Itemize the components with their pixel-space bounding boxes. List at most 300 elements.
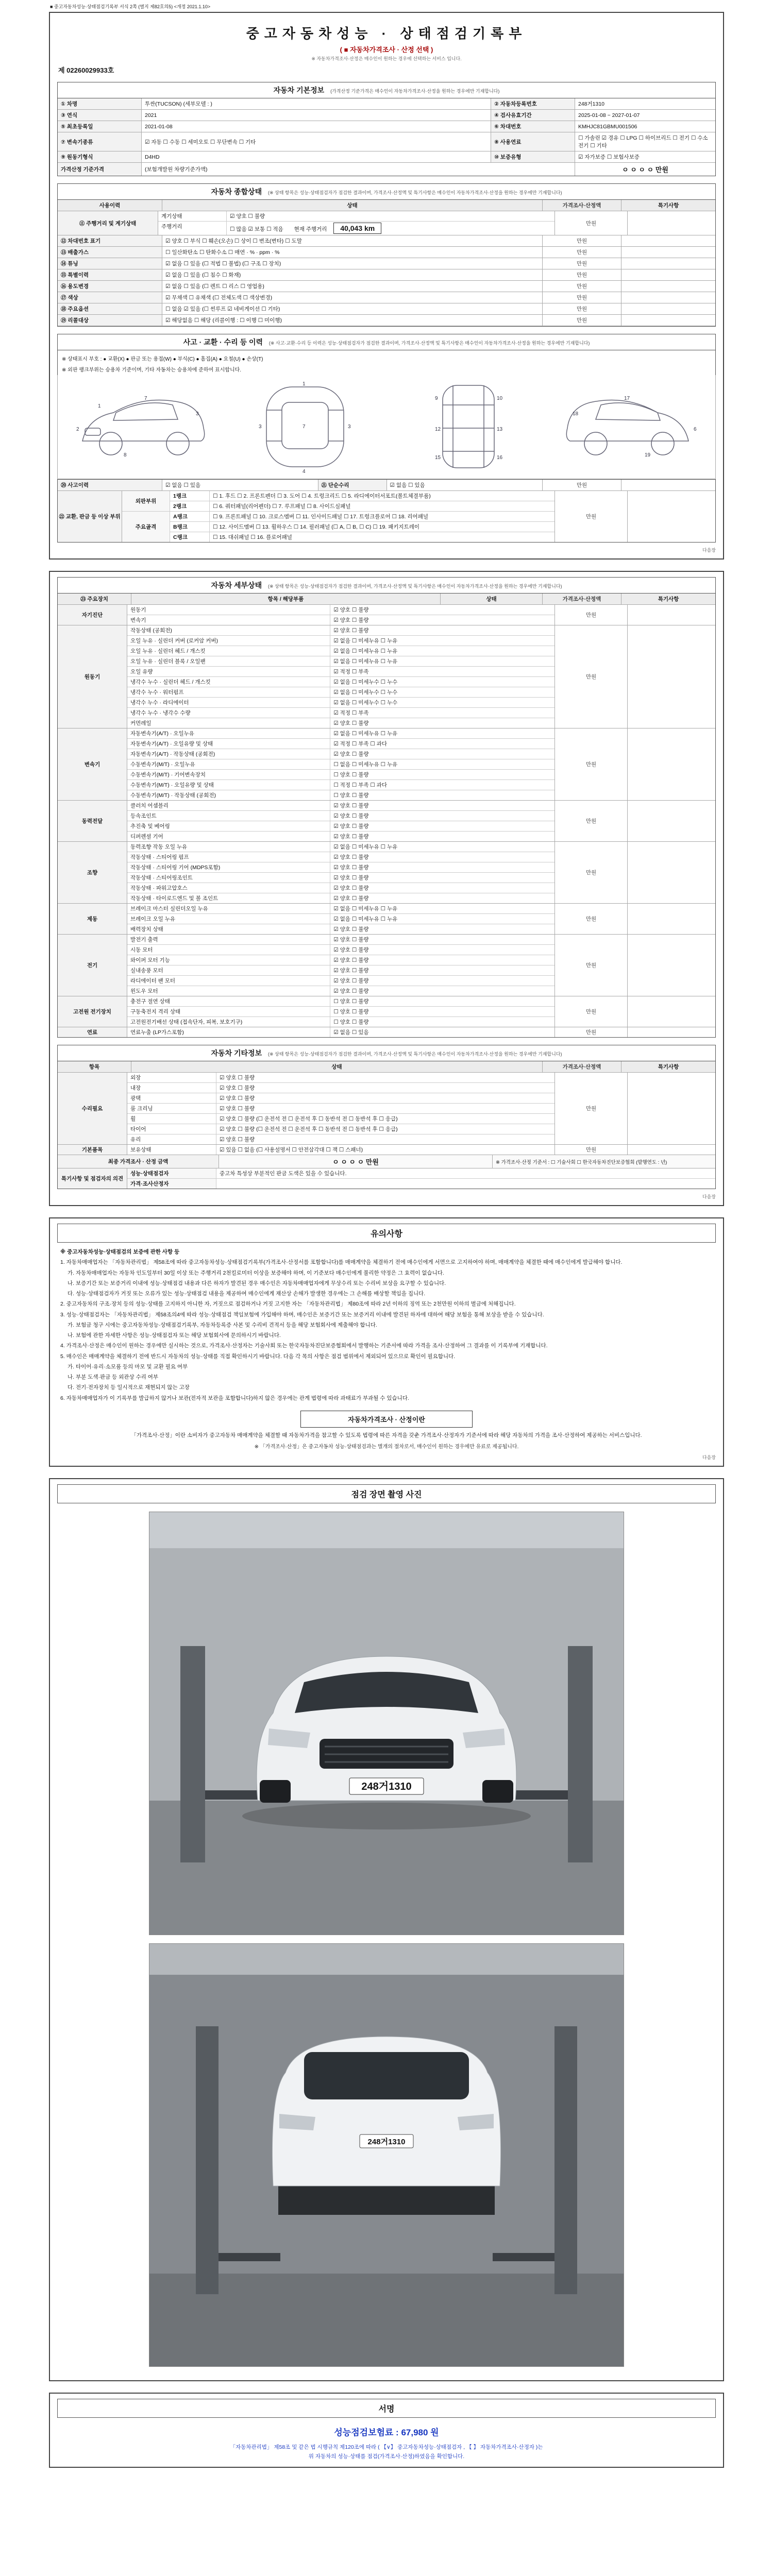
other-item-state: ☑ 양호 ☐ 불량: [220, 1137, 255, 1143]
other-item-state: ☑ 있음 ☐ 없음 (☐ 사용설명서 ☐ 안전삼각대 ☐ 잭 ☐ 스패너): [220, 1147, 363, 1153]
notice-item: 다. 전기·전자장치 등 일시적으로 재현되지 않는 고장: [68, 1384, 190, 1391]
opinion-row: 성능·상태점검자 중고차 특성상 부분적인 판금 도색은 있을 수 있습니다.: [127, 1168, 715, 1179]
detail-item-label: 배력장치 상태: [127, 924, 330, 934]
summary-label: ⑯ 용도변경: [58, 281, 162, 292]
detail-item-state: ☑ 없음 ☐ 미세누유 ☐ 누유: [333, 844, 398, 850]
comprehensive-table: [57, 199, 716, 327]
other-item-state: ☑ 양호 ☐ 불량: [220, 1095, 255, 1101]
note-cell: [621, 281, 715, 292]
detail-item-state: ☑ 양호 ☐ 불량: [333, 875, 369, 881]
detail-item-label: 디퍼렌셜 기어: [127, 832, 330, 841]
summary-label: ⑫ 차대번호 표기: [58, 235, 162, 246]
accident-history-state: ☑ 없음 ☐ 있음: [162, 480, 318, 490]
detail-item-label: 와이퍼 모터 기능: [127, 955, 330, 965]
summary-price: 만원: [543, 281, 621, 292]
note-cell: [627, 728, 715, 800]
detail-table: [57, 593, 716, 1038]
accident-history-label: ⑳ 사고이력: [58, 480, 162, 490]
detail-group-brake: 제동 브레이크 마스터 실린더오일 누유 ☑ 없음 ☐ 미세누유 ☐ 누유 브레이크 오일 누유 ☑ 없음 ☐ 미세누유 ☐ 누유 배력장치 상태 ☑ 양호 ☐ 불량 만원: [58, 904, 715, 935]
summary-state: ☑ 양호 ☐ 부식 ☐ 훼손(오손) ☐ 상이 ☐ 변조(변타) ☐ 도말: [162, 235, 543, 246]
table-header-row: ㉓ 주요장치 항목 / 해당부품 상태 가격조사·산정액 특기사항: [58, 594, 715, 605]
detail-item-label: 동력조향 작동 오일 누유: [127, 842, 330, 852]
other-row: [127, 1134, 554, 1144]
other-item-label: 룸 크리닝: [127, 1104, 216, 1113]
final-price-value: ㅇ ㅇ ㅇ ㅇ 만원: [219, 1155, 493, 1168]
other-item-label: 타이어: [127, 1124, 216, 1134]
detail-item-label: 냉각수 누수 · 워터펌프: [127, 687, 330, 697]
summary-row: [58, 247, 715, 258]
detail-item-label: 시동 모터: [127, 945, 330, 955]
detail-item-label: 자동변속기(A/T) · 작동상태 (공회전): [127, 749, 330, 759]
detail-item-state: ☐ 양호 ☐ 불량: [333, 1009, 369, 1015]
accident-header: 사고 · 교환 · 수리 등 이력 (※ 사고·교환·수리 등 이력은 성능·상태점검자가 점검한 결과이며, 가격조사·산정액 및 특기사항은 매수인이 자동차가격조사·산정을 원하는 경우에만 기재합니다): [57, 334, 716, 350]
summary-label: ⑱ 주요옵션: [58, 303, 162, 314]
detail-item-state: ☑ 양호 ☐ 불량: [333, 865, 369, 871]
summary-price: 만원: [543, 235, 621, 246]
detail-item-state: ☑ 없음 ☐ 미세누수 ☐ 누수: [333, 689, 398, 696]
notice-item: 2. 중고자동차의 구조·장치 등의 성능·상태를 고지하지 아니한 자, 거짓으로 점검하거나 거짓 고지한 자는 「자동차관리법」 제80조에 따라 2년 이하의 징역 또는 2천만원 이하의 벌금에 처해집니다.: [60, 1301, 516, 1308]
note-cell: [621, 235, 715, 246]
detail-item-label: 오일 누유 · 실린더 블록 / 오일팬: [127, 656, 330, 666]
note-cell: [627, 491, 715, 542]
table-header-row: 항목 상태 가격조사·산정액 특기사항: [58, 1061, 715, 1073]
inspector-opinion-text: 중고차 특성상 부분적인 판금 도색은 있을 수 있습니다.: [220, 1171, 347, 1177]
current-mileage-label: 현재 주행거리: [294, 226, 327, 232]
detail-row: [127, 842, 554, 852]
other-row: [127, 1083, 554, 1093]
summary-label: ⑭ 튜닝: [58, 258, 162, 269]
detail-item-state: ☑ 없음 ☐ 미세누유 ☐ 누유: [333, 658, 398, 665]
base-price-note: (보험개발원 차량기준가액): [142, 163, 575, 176]
basic-items-group: 기본품목 보유상태 ☑ 있음 ☐ 없음 (☐ 사용설명서 ☐ 안전삼각대 ☐ 잭 ☐ 스패너) 만원: [58, 1145, 715, 1155]
detail-row: [127, 965, 554, 976]
rank-legend: ※ 외판 랭크부위는 승용차 기준이며, 기타 자동차는 승용차에 준하여 표시합니다.: [62, 367, 242, 373]
detail-note: (※ 상태 항목은 성능·상태점검자가 점검한 결과이며, 가격조사·산정액 및 특기사항은 매수인이 자동차가격조사·산정을 원하는 경우에만 기재합니다): [267, 584, 562, 589]
notice-subtitle: ※ 중고자동차성능·상태점검의 보증에 관한 사항 등: [60, 1249, 180, 1255]
detail-item-label: 냉각수 누수 · 실린더 헤드 / 개스킷: [127, 677, 330, 687]
final-price-label: 최종 가격조사 · 산정 금액: [58, 1155, 219, 1168]
detail-row: [127, 935, 554, 945]
detail-row: [127, 914, 554, 924]
detail-item-label: 작동상태 · 타이로드엔드 및 볼 조인트: [127, 893, 330, 903]
photos-title: 점검 장면 촬영 사진: [57, 1484, 716, 1503]
detail-row: [127, 1027, 554, 1037]
table-header-row: 사용이력 상태 가격조사·산정액 특기사항: [58, 200, 715, 211]
svg-text:10: 10: [496, 396, 502, 401]
summary-price: 만원: [543, 315, 621, 326]
detail-row: [127, 832, 554, 841]
detail-row: [127, 821, 554, 832]
notice-item: 나. 보증기간 또는 보증거리 이내에 성능·상태점검 내용과 다른 하자가 발견된 경우 매수인은 자동차매매업자에게 무상수리 또는 수리비 보상을 요구할 수 있습니다.: [68, 1280, 446, 1286]
current-mileage-value: 40,043 km: [333, 223, 381, 234]
detail-item-state: ☑ 없음 ☐ 미세누수 ☐ 누수: [333, 679, 398, 685]
detail-item-state: ☑ 없음 ☐ 미세누유 ☐ 누유: [333, 906, 398, 912]
next-page-label: 다음장: [702, 1194, 716, 1199]
summary-row: [58, 235, 715, 247]
summary-state: ☑ 무채색 ☐ 유채색 (☐ 전체도색 ☐ 색상변경): [162, 292, 543, 303]
detail-item-label: 원동기: [127, 605, 330, 615]
detail-row: [127, 945, 554, 955]
detail-row: [127, 883, 554, 893]
final-price-row: [58, 1155, 715, 1168]
car-diagrams: [57, 375, 716, 479]
notice-item: 3. 성능·상태점검자는 「자동차관리법」 제58조의4에 따라 성능·상태점검 책임보험에 가입해야 하며, 매수인은 보증기간 또는 보증거리 이내에 발견된 하자에 대하여 해당 보험을 통해 보상을 받을 수 있습니다.: [60, 1311, 544, 1318]
detail-item-label: 충전구 절연 상태: [127, 996, 330, 1006]
summary-price: 만원: [543, 247, 621, 258]
price-appraisal-box-text: 「가격조사·산정」이란 소비자가 중고자동차 매매계약을 체결할 때 자동차가격을 참고할 수 있도록 법령에 따른 자격을 갖춘 가격조사·산정자가 기준서에 따라 해당 자동차의 가격을 조사·산정하여 제공하는 서비스입니다.: [131, 1432, 642, 1438]
detail-group-selfdiag: 자기진단 원동기 ☑ 양호 ☐ 불량 변속기 ☑ 양호 ☐ 불량 만원: [58, 605, 715, 625]
simple-repair-state: ☑ 없음 ☐ 있음: [387, 480, 543, 490]
detail-item-label: 작동상태 · 스티어링 기어 (MDPS포함): [127, 862, 330, 872]
detail-item-state: ☐ 양호 ☐ 불량: [333, 1019, 369, 1025]
inspection-insurance-fee: 성능점검보험료 : 67,980 원: [334, 2427, 439, 2437]
car-diagram-rear: [557, 379, 707, 474]
exchange-label: ㉒ 교환, 판금 등 이상 부위: [58, 491, 122, 542]
other-row: [127, 1104, 554, 1114]
detail-item-label: 커먼레일: [127, 718, 330, 728]
other-item-state: ☑ 양호 ☐ 불량 (☐ 운전석 전 ☐ 운전석 후 ☐ 동반석 전 ☐ 동반석 후 ☐ 응급): [220, 1116, 398, 1122]
other-item-label: 휠: [127, 1114, 216, 1124]
detail-item-state: ☑ 없음 ☐ 미세누수 ☐ 누수: [333, 700, 398, 706]
form-row: ⑤ 최초등록일 2021-01-08 ⑥ 차대번호 KMHJC81GBMU001506: [58, 121, 715, 132]
price-appraisal-box-title: 자동차가격조사 · 산정이란: [300, 1411, 473, 1428]
detail-item-state: ☑ 양호 ☐ 불량: [333, 803, 369, 809]
rank-row: B랭크 ☐ 12. 사이드멤버 ☐ 13. 휠하우스 ☐ 14. 필러패널 (☐ A, ☐ B, ☐ C) ☐ 19. 패키지트레이: [170, 522, 554, 532]
detail-row: [127, 986, 554, 996]
summary-price: 만원: [543, 258, 621, 269]
form-row: ⑨ 원동기형식 D4HD ⑩ 보증유형 ☑ 자가보증 ☐ 보험사보증: [58, 151, 715, 163]
svg-text:13: 13: [496, 427, 502, 432]
detail-item-label: 실내송풍 모터: [127, 965, 330, 975]
detail-item-state: ☑ 양호 ☐ 불량: [333, 968, 369, 974]
outer-panel-group: 외판부위 1랭크 ☐ 1. 후드 ☐ 2. 프론트펜더 ☐ 3. 도어 ☐ 4. 트렁크리드 ☐ 5. 라디에이터서포트(볼트체결부품) 2랭크 ☐ 6. 쿼터패널(리어펜더) ☐ 7. 루프패널 ☐ 8. 사이드실패널: [122, 491, 554, 512]
detail-row: [127, 873, 554, 883]
summary-state: ☑ 해당없음 ☐ 해당 (리콜이행 : ☐ 이행 ☐ 미이행): [162, 315, 543, 326]
detail-item-state: ☑ 적정 ☐ 부족 ☐ 과다: [333, 741, 388, 747]
summary-state: ☑ 없음 ☐ 있음 (☐ 렌트 ☐ 리스 ☐ 영업용): [162, 281, 543, 292]
detail-item-label: 추진축 및 베어링: [127, 821, 330, 831]
note-cell: [627, 1027, 715, 1037]
page1-sheet: [49, 12, 724, 560]
detail-item-label: 수동변속기(M/T) · 기어변속장치: [127, 770, 330, 779]
base-price-label: 가격산정 기준가격: [58, 163, 142, 176]
detail-row: [127, 677, 554, 687]
detail-item-state: ☑ 양호 ☐ 불량: [333, 751, 369, 757]
detail-item-state: ☑ 없음 ☐ 미세누유 ☐ 누유: [333, 648, 398, 654]
summary-label: ⑲ 리콜대상: [58, 315, 162, 326]
accident-note: (※ 사고·교환·수리 등 이력은 성능·상태점검자가 점검한 결과이며, 가격조사·산정액 및 특기사항은 매수인이 자동차가격조사·산정을 원하는 경우에만 기재합니다): [268, 341, 590, 346]
detail-item-state: ☑ 양호 ☐ 불량: [333, 926, 369, 933]
opinion-block: 특기사항 및 점검자의 의견 성능·상태점검자 중고차 특성상 부분적인 판금 도색은 있을 수 있습니다. 가격·조사산정자: [58, 1168, 715, 1189]
other-info-table: [57, 1061, 716, 1189]
inspection-photo-front: [149, 1512, 624, 1935]
note-cell: [621, 269, 715, 280]
detail-group-powertrain: 동력전달 클러치 어셈블리 ☑ 양호 ☐ 불량 등속조인트 ☑ 양호 ☐ 불량 추진축 및 베어링 ☑ 양호 ☐ 불량 디퍼렌셜 기어 ☑ 양호 ☐ 불량 만원: [58, 801, 715, 842]
summary-price: 만원: [543, 303, 621, 314]
detail-row: [127, 625, 554, 636]
summary-label: ⑬ 배출가스: [58, 247, 162, 258]
price-option-subtitle: ( ■ 자동차가격조사 · 산정 선택 ): [340, 46, 433, 54]
detail-group-electrical: 전기 발전기 출력 ☑ 양호 ☐ 불량 시동 모터 ☑ 양호 ☐ 불량 와이퍼 모터 기능 ☑ 양호 ☐ 불량 실내송풍 모터 ☑ 양호 ☐ 불량 라디에이터 팬 모터 ☑ 양호 ☐ 불량 윈도우 모터 ☑ 양호 ☐ 불량 만원: [58, 935, 715, 996]
notice-item: 5. 매수인은 매매계약을 체결하기 전에 반드시 자동차의 성능·상태를 직접 확인하시기 바랍니다. 다음 각 목의 사항은 점검 범위에서 제외되어 있으므로 확인이 필요합니다.: [60, 1353, 456, 1360]
accident-legend: [57, 350, 716, 375]
detail-header: 자동차 세부상태 (※ 상태 항목은 성능·상태점검자가 점검한 결과이며, 가격조사·산정액 및 특기사항은 매수인이 자동차가격조사·산정을 원하는 경우에만 기재합니다): [57, 577, 716, 593]
detail-row: [127, 852, 554, 862]
detail-item-state: ☑ 양호 ☐ 불량: [333, 885, 369, 891]
other-item-label: 광택: [127, 1093, 216, 1103]
notice-item: 4. 가격조사·산정은 매수인이 원하는 경우에만 실시하는 것으로, 가격조사·산정자는 기술사회 또는 한국자동차진단보증협회에서 발행하는 기준서에 따라 가격을 조사·산정하여 그 결과를 이 기록부에 기재합니다.: [60, 1343, 548, 1349]
other-item-label: 내장: [127, 1083, 216, 1093]
svg-text:1: 1: [302, 381, 306, 387]
other-info-note: (※ 상태 항목은 성능·상태점검자가 점검한 결과이며, 가격조사·산정액 및 특기사항은 매수인이 자동차가격조사·산정을 원하는 경우에만 기재합니다): [267, 1052, 562, 1057]
detail-item-state: ☑ 양호 ☐ 불량: [333, 957, 369, 963]
rank-row: 1랭크 ☐ 1. 후드 ☐ 2. 프론트펜더 ☐ 3. 도어 ☐ 4. 트렁크리드 ☐ 5. 라디에이터서포트(볼트체결부품): [170, 491, 554, 501]
detail-group-fuel: 연료 연료누출 (LP가스포함) ☑ 없음 ☐ 있음 만원: [58, 1027, 715, 1037]
detail-item-state: ☑ 없음 ☐ 미세누유 ☐ 누유: [333, 731, 398, 737]
svg-text:4: 4: [302, 469, 306, 474]
detail-item-state: ☑ 양호 ☐ 불량: [333, 617, 369, 623]
svg-text:16: 16: [496, 455, 502, 461]
detail-row: [127, 780, 554, 790]
detail-row: [127, 996, 554, 1007]
svg-text:248거1310: 248거1310: [361, 1781, 412, 1792]
detail-item-label: 냉각수 누수 · 냉각수 수량: [127, 708, 330, 718]
svg-text:2: 2: [76, 427, 79, 432]
detail-item-state: ☑ 양호 ☐ 불량: [333, 834, 369, 840]
detail-row: [127, 646, 554, 656]
other-item-state: ☑ 양호 ☐ 불량: [220, 1106, 255, 1112]
basic-info-table: [57, 98, 716, 176]
detail-item-label: 수동변속기(M/T) · 작동상태 (공회전): [127, 790, 330, 800]
accident-table: [57, 479, 716, 543]
price-option-note: ※ 자동차가격조사·산정은 매수인이 원하는 경우에 선택하는 서비스 입니다.: [311, 56, 462, 61]
photos-sheet: [49, 1478, 724, 2381]
opinion-row: 가격·조사산정자: [127, 1179, 715, 1189]
detail-row: [127, 759, 554, 770]
summary-state: ☐ 없음 ☑ 있음 (☐ 썬루프 ☑ 네비게이션 ☐ 기타): [162, 303, 543, 314]
form-row: ① 차명 투싼(TUCSON) (세부모델 : ) ② 자동차등록번호 248거1310: [58, 98, 715, 110]
other-row: [127, 1114, 554, 1124]
rank-row: C랭크 ☐ 15. 대쉬패널 ☐ 16. 플로어패널: [170, 532, 554, 542]
note-cell: [627, 1145, 715, 1155]
notice-item: 나. 부분 도색·판금 등 외관상 수리 여부: [68, 1374, 159, 1381]
main-frame-group: 주요골격 A랭크 ☐ 9. 프론트패널 ☐ 10. 크로스멤버 ☐ 11. 인사이드패널 ☐ 17. 트렁크플로어 ☐ 18. 리어패널 B랭크 ☐ 12. 사이드멤버 ☐ 13. 휠하우스 ☐ 14. 필러패널 (☐ A, ☐ B, ☐ C) ☐ 19. 패키지트레이 C랭크 ☐ 15. 대쉬패널 ☐ 16. 플로어패널: [122, 512, 554, 542]
detail-item-state: ☐ 양호 ☐ 불량: [333, 792, 369, 799]
note-cell: [627, 935, 715, 996]
document-page: [49, 0, 724, 2468]
summary-label: ⑮ 특별이력: [58, 269, 162, 280]
detail-item-state: ☐ 양호 ☐ 불량: [333, 772, 369, 778]
other-item-state: ☑ 양호 ☐ 불량: [220, 1075, 255, 1081]
detail-row: [127, 667, 554, 677]
detail-item-state: ☑ 양호 ☐ 불량: [333, 607, 369, 613]
svg-text:248거1310: 248거1310: [367, 2137, 406, 2146]
notice-item: 다. 성능·상태점검자가 거짓 또는 오류가 있는 성능·상태점검 내용을 제공하여 매수인에게 재산상 손해가 발생한 경우에는 그 손해를 배상할 책임을 집니다.: [68, 1291, 426, 1297]
detail-item-state: ☑ 양호 ☐ 불량: [333, 988, 369, 994]
svg-text:7: 7: [302, 424, 306, 430]
summary-price: 만원: [543, 269, 621, 280]
form-row: ③ 연식 2021 ④ 검사유효기간 2025-01-08 ~ 2027-01-07: [58, 110, 715, 121]
detail-item-state: ☑ 없음 ☐ 있음: [333, 1029, 369, 1036]
detail-row: [127, 708, 554, 718]
detail-item-label: 작동상태 · 스티어링조인트: [127, 873, 330, 883]
notice-list: [57, 1258, 716, 1402]
signature-title: 서명: [57, 2399, 716, 2418]
svg-text:9: 9: [434, 396, 438, 401]
detail-item-state: ☑ 적정 ☐ 부족: [333, 669, 369, 675]
detail-item-state: ☑ 양호 ☐ 불량: [333, 720, 369, 726]
inspection-photo-rear: [149, 1943, 624, 2367]
detail-item-label: 작동상태 · 파워고압호스: [127, 883, 330, 893]
detail-item-label: 냉각수 누수 · 라디에이터: [127, 698, 330, 707]
note-cell: [627, 842, 715, 903]
note-cell: [627, 996, 715, 1027]
detail-row: [127, 605, 554, 615]
detail-item-label: 작동상태 (공회전): [127, 625, 330, 635]
basic-info-header: 자동차 기본정보 (가격산정 기준가격은 매수인이 자동차가격조사·산정을 원하는 경우에만 기재합니다): [57, 82, 716, 98]
final-price-note: ※ 가격조사·산정 기준서 : ☐ 기술사회 ☐ 한국자동차진단보증협회 (발행연도 : 년): [496, 1159, 667, 1165]
svg-text:1: 1: [97, 403, 101, 409]
mileage-row: ⑪ 주행거리 및 계기상태 계기상태 ☑ 양호 ☐ 불량 주행거리 ☐ 많음 ☑ 보통 ☐ 적음 현재 주행거리 40,043 km 만원: [58, 211, 715, 235]
detail-item-state: ☐ 적정 ☐ 부족 ☐ 과다: [333, 782, 388, 788]
detail-item-state: ☑ 없음 ☐ 미세누유 ☐ 누유: [333, 916, 398, 922]
rank-row: A랭크 ☐ 9. 프론트패널 ☐ 10. 크로스멤버 ☐ 11. 인사이드패널 ☐ 17. 트렁크플로어 ☐ 18. 리어패널: [170, 512, 554, 522]
detail-item-label: 오일 누유 · 실린더 헤드 / 개스킷: [127, 646, 330, 656]
other-row: [127, 1073, 554, 1083]
detail-item-label: 변속기: [127, 615, 330, 625]
detail-row: [127, 862, 554, 873]
summary-row: [58, 258, 715, 269]
detail-row: [127, 801, 554, 811]
detail-item-label: 구동축전지 격리 상태: [127, 1007, 330, 1016]
svg-text:6: 6: [693, 427, 697, 432]
notice-item: 나. 보험에 관한 자세한 사항은 성능·상태점검자 또는 해당 보험회사에 문의하시기 바랍니다.: [68, 1332, 281, 1339]
detail-row: [127, 728, 554, 739]
summary-row: [58, 292, 715, 303]
form-row: ⑦ 변속기종류 ☑ 자동 ☐ 수동 ☐ 세미오토 ☐ 무단변속 ☐ 기타 ⑧ 사용연료 ☐ 가솔린 ☑ 경유 ☐ LPG ☐ 하이브리드 ☐ 전기 ☐ 수소전기 ☐ 기타: [58, 132, 715, 151]
detail-item-state: ☑ 양호 ☐ 불량: [333, 813, 369, 819]
detail-item-label: 고전원전기배선 상태 (접속단자, 피복, 보호기구): [127, 1017, 330, 1027]
appraiser-opinion-text: [216, 1179, 715, 1189]
signature-statement-line1: 「자동차관리법」 제58조 및 같은 법 시행규칙 제120조에 따라 ( 【∨】 중고자동차성능·상태점검자 , 【 】 자동차가격조사·산정자 )는: [230, 2444, 543, 2450]
summary-price: 만원: [543, 292, 621, 303]
next-page-label: 다음장: [702, 548, 716, 553]
odometer-state-row: 계기상태 ☑ 양호 ☐ 불량: [158, 211, 554, 222]
detail-group-steering: 조향 동력조향 작동 오일 누유 ☑ 없음 ☐ 미세누유 ☐ 누유 작동상태 · 스티어링 펌프 ☑ 양호 ☐ 불량 작동상태 · 스티어링 기어 (MDPS포함) ☑ 양호 ☐ 불량 작동상태 · 스티어링조인트 ☑ 양호 ☐ 불량 작동상태 · 파워고압호스 ☑ 양호 ☐ 불량 작동상태 · 타이로드엔드 및 볼 조인트 ☑ 양호 ☐ 불량 만원: [58, 842, 715, 904]
page-title: 중고자동차성능 · 상태점검기록부: [246, 26, 527, 41]
base-price-value: ㅇ ㅇ ㅇ ㅇ 만원: [622, 166, 668, 174]
detail-item-state: ☑ 적정 ☐ 부족: [333, 710, 369, 716]
detail-group-highvoltage: 고전원 전기장치 충전구 절연 상태 ☐ 양호 ☐ 불량 구동축전지 격리 상태 ☐ 양호 ☐ 불량 고전원전기배선 상태 (접속단자, 피복, 보호기구) ☐ 양호 ☐ 불량 만원: [58, 996, 715, 1027]
notice-item: 가. 타이어·유리·소모품 등의 마모 및 교환 필요 여부: [68, 1363, 188, 1370]
detail-item-label: 브레이크 오일 누유: [127, 914, 330, 924]
exchange-block: ㉒ 교환, 판금 등 이상 부위 외판부위 1랭크 ☐ 1. 후드 ☐ 2. 프론트펜더 ☐ 3. 도어 ☐ 4. 트렁크리드 ☐ 5. 라디에이터서포트(볼트체결부품) 2랭크 ☐ 6. 쿼터패널(리어펜더) ☐ 7. 루프패널 ☐ 8. 사이드실패널 주요골격 A랭크 ☐ 9. 프론트패널 ☐ 10. 크로스멤버 ☐ 11. 인사이드패널 ☐ 17. 트렁크플로어 ☐ 18. 리어패널 B랭크 ☐ 12. 사이드멤버 ☐ 13. 휠하우스 ☐ 14. 필러패널 (☐ A, ☐ B, ☐ C) ☐ 19. 패키지트레이 C랭크 ☐ 15. 대쉬패널 ☐ 16. 플로어패널 만원: [58, 491, 715, 542]
detail-group-transmission: 변속기 자동변속기(A/T) · 오일누유 ☑ 없음 ☐ 미세누유 ☐ 누유 자동변속기(A/T) · 오일유량 및 상태 ☑ 적정 ☐ 부족 ☐ 과다 자동변속기(A/T) · 작동상태 (공회전) ☑ 양호 ☐ 불량 수동변속기(M/T) · 오일누유 ☐ 없음 ☐ 미세누유 ☐ 누유 수동변속기(M/T) · 기어변속장치 ☐ 양호 ☐ 불량 수동변속기(M/T) · 오일유량 및 상태 ☐ 적정 ☐ 부족 ☐ 과다 수동변속기(M/T) · 작동상태 (공회전) ☐ 양호 ☐ 불량 만원: [58, 728, 715, 801]
detail-item-label: 오일 유량: [127, 667, 330, 676]
other-row: [127, 1145, 554, 1155]
base-price-row: [58, 163, 715, 176]
next-page-label: 다음장: [702, 1454, 716, 1460]
note-cell: [627, 625, 715, 728]
detail-item-state: ☐ 양호 ☐ 불량: [333, 998, 369, 1005]
basic-info-note: (가격산정 기준가격은 매수인이 자동차가격조사·산정을 원하는 경우에만 기재합니다): [330, 89, 500, 94]
detail-row: [127, 698, 554, 708]
mileage-state-row: 주행거리 ☐ 많음 ☑ 보통 ☐ 적음 현재 주행거리 40,043 km: [158, 222, 554, 235]
other-item-state: ☑ 양호 ☐ 불량: [220, 1085, 255, 1091]
note-cell: [627, 904, 715, 934]
detail-item-label: 자동변속기(A/T) · 오일누유: [127, 728, 330, 738]
detail-item-label: 발전기 출력: [127, 935, 330, 944]
notice-sheet: [49, 1217, 724, 1467]
page2-sheet: [49, 571, 724, 1206]
detail-row: [127, 739, 554, 749]
note-cell: [621, 292, 715, 303]
car-diagram-front: [67, 379, 216, 474]
detail-row: [127, 976, 554, 986]
rank-row: 2랭크 ☐ 6. 쿼터패널(리어펜더) ☐ 7. 루프패널 ☐ 8. 사이드실패널: [170, 501, 554, 511]
detail-row: [127, 636, 554, 646]
detail-item-state: ☑ 양호 ☐ 불량: [333, 628, 369, 634]
detail-row: [127, 687, 554, 698]
detail-row: [127, 893, 554, 903]
detail-row: [127, 615, 554, 625]
detail-item-label: 등속조인트: [127, 811, 330, 821]
note-cell: [627, 211, 715, 235]
detail-item-state: ☑ 양호 ☐ 불량: [333, 854, 369, 860]
detail-item-state: ☑ 양호 ☐ 불량: [333, 937, 369, 943]
form-reference: ■ 중고자동차성능·상태점검기록부 서식 2쪽 (별지 제82호의5) <개정 2021.1.10>: [50, 4, 211, 9]
document-number: 제 02260029933호: [58, 66, 114, 74]
note-cell: [621, 480, 715, 490]
price-appraisal-box-note: ※ 「가격조사·산정」은 중고자동차 성능·상태점검과는 별개의 절차로서, 매수인이 원하는 경우에만 유료로 제공됩니다.: [254, 1444, 519, 1450]
detail-row: [127, 1007, 554, 1017]
note-cell: [621, 315, 715, 326]
notice-item: 가. 보험금 청구 시에는 중고자동차성능·상태점검기록부, 자동차등록증 사본 및 수리비 견적서 등을 해당 보험회사에 제출해야 합니다.: [68, 1321, 377, 1328]
detail-item-label: 라디에이터 팬 모터: [127, 976, 330, 986]
summary-state: ☑ 없음 ☐ 있음 (☐ 적법 ☐ 불법) (☐ 구조 ☐ 장치): [162, 258, 543, 269]
svg-text:3: 3: [347, 424, 351, 430]
summary-label: ⑰ 색상: [58, 292, 162, 303]
note-cell: [621, 247, 715, 258]
signature-statement-line2: 위 자동차의 성능·상태를 점검(가격조사·산정)하였음을 확인합니다.: [308, 2453, 465, 2460]
detail-item-label: 브레이크 마스터 실린더오일 누유: [127, 904, 330, 913]
svg-text:3: 3: [195, 411, 199, 417]
detail-item-label: 작동상태 · 스티어링 펌프: [127, 852, 330, 862]
state-code-legend: ※ 상태표시 부호 : ● 교환(X) ● 판금 또는 용접(W) ● 부식(C) ● 흠집(A) ● 요철(U) ● 손상(T): [62, 357, 263, 362]
detail-row: [127, 811, 554, 821]
summary-row: [58, 315, 715, 326]
detail-item-label: 클러치 어셈블리: [127, 801, 330, 810]
svg-text:18: 18: [572, 411, 578, 417]
detail-row: [127, 749, 554, 759]
comprehensive-note: (※ 상태 항목은 성능·상태점검자가 점검한 결과이며, 가격조사·산정액 및 특기사항은 매수인이 자동차가격조사·산정을 원하는 경우에만 기재합니다): [267, 190, 562, 195]
detail-item-state: ☑ 없음 ☐ 미세누유 ☐ 누유: [333, 638, 398, 644]
detail-row: [127, 656, 554, 667]
detail-item-label: 수동변속기(M/T) · 오일누유: [127, 759, 330, 769]
detail-row: [127, 955, 554, 965]
other-item-label: 유리: [127, 1134, 216, 1144]
notice-item: 6. 자동차매매업자가 이 기록부를 발급하지 않거나 보관(전자적 보관을 포함합니다)하지 않은 경우에는 관계 법령에 따라 과태료가 부과될 수 있습니다.: [60, 1395, 409, 1401]
summary-state: ☐ 일산화탄소 ☐ 탄화수소 ☐ 매연 · % · ppm · %: [162, 247, 543, 258]
other-item-state: ☑ 양호 ☐ 불량 (☐ 운전석 전 ☐ 운전석 후 ☐ 동반석 전 ☐ 동반석 후 ☐ 응급): [220, 1126, 398, 1132]
detail-item-state: ☐ 없음 ☐ 미세누유 ☐ 누유: [333, 761, 398, 768]
comprehensive-rows: [58, 235, 715, 326]
detail-item-label: 오일 누유 · 실린더 커버 (로커암 커버): [127, 636, 330, 646]
detail-item-label: 연료누출 (LP가스포함): [127, 1027, 330, 1037]
svg-text:7: 7: [144, 396, 147, 401]
note-cell: [621, 258, 715, 269]
note-cell: [621, 303, 715, 314]
